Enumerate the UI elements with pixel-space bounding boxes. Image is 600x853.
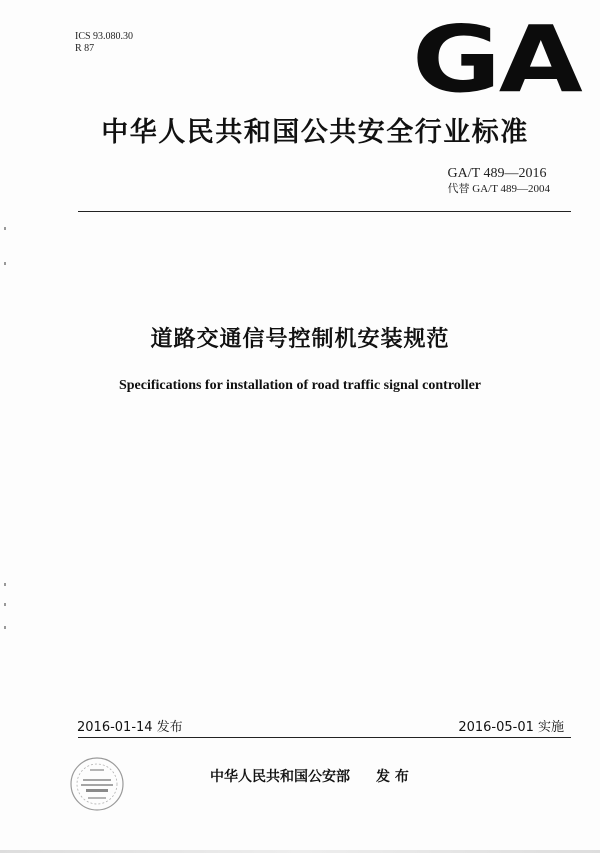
implementation-date: 2016-05-01 实施 (458, 720, 564, 735)
issue-date: 2016-01-14 发布 (77, 720, 183, 735)
standard-number: GA/T 489—2016 (447, 166, 547, 181)
issue-action: 发 布 (376, 769, 409, 785)
ga-logo: GA (412, 6, 581, 113)
seal-stamp-icon (68, 755, 126, 813)
classification-codes (75, 31, 133, 55)
standard-code-block (448, 166, 550, 196)
issuing-authority (210, 766, 409, 786)
scan-edge-marks (4, 0, 10, 853)
issuer-name: 中华人民共和国公安部 (210, 769, 350, 785)
top-divider (78, 211, 571, 212)
document-title-english: Specifications for installation of road traffic signal controller (118, 378, 482, 393)
document-title-chinese: 道路交通信号控制机安装规范 (150, 327, 450, 352)
replaces-standard: 代替 GA/T 489—2004 (447, 183, 550, 195)
standard-type-heading: 中华人民共和国公共安全行业标准 (101, 117, 529, 148)
ics-code: ICS 93.080.30 (75, 31, 134, 42)
bottom-divider (78, 737, 571, 738)
ccs-code: R 87 (75, 43, 95, 54)
